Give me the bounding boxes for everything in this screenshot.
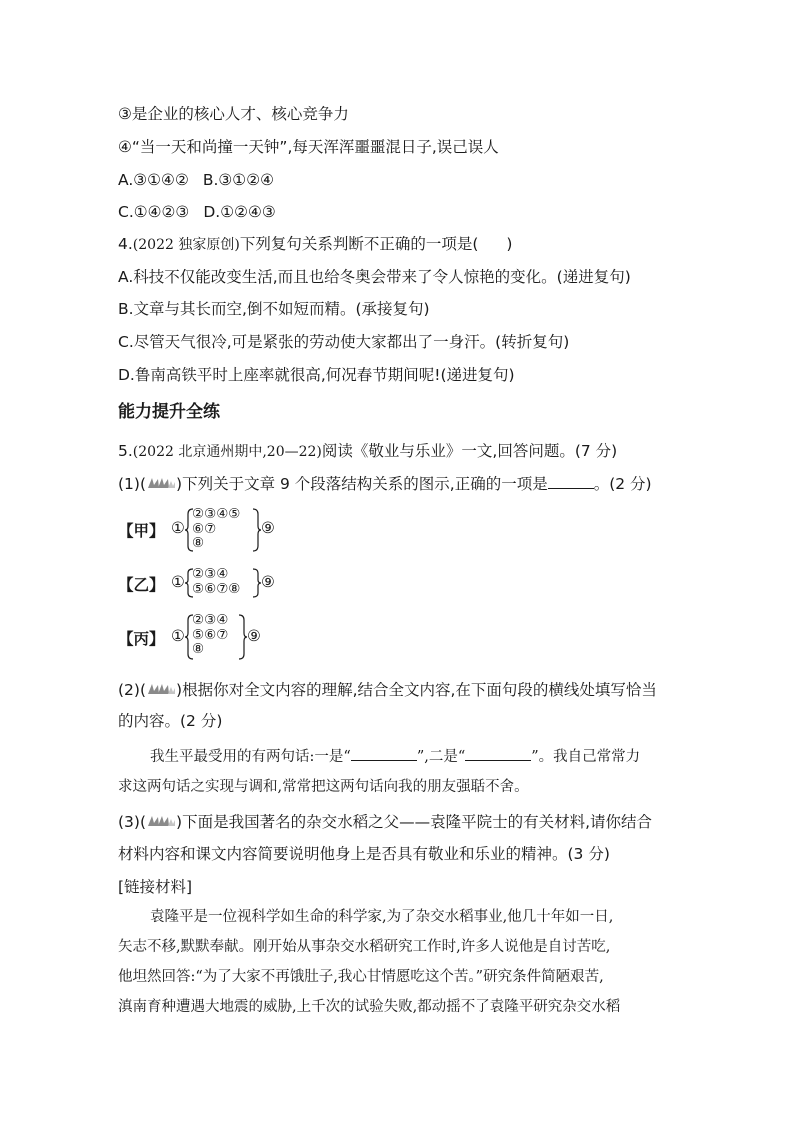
q4-number: 4.: [118, 235, 133, 253]
diagram-yi-row-1: ②③④: [192, 566, 229, 582]
material-line-2: 矢志不移,默默奉献。刚开始从事杂交水稻研究工作时,许多人说他是自讨苦吃,: [118, 939, 611, 955]
q5-sub2-number: (2)(: [118, 681, 147, 699]
diagram-yi-first: ①: [171, 573, 185, 591]
diagram-jia-row-1: ②③④⑤: [192, 506, 241, 522]
q3-choice-a: A.③①④②: [118, 171, 189, 189]
difficulty-stars-icon: [146, 682, 176, 696]
q5-sub1: [118, 474, 652, 494]
quote-part-a: 我生平最受用的有两句话:一是“: [150, 749, 351, 765]
quote-line-2: 求这两句话之实现与调和,常常把这两句话向我的朋友强聒不舍。: [118, 779, 529, 795]
q5-sub3-line2: 材料内容和课文内容简要说明他身上是否具有敬业和乐业的精神。(3 分): [118, 845, 610, 863]
q5-sub3: [118, 812, 652, 832]
q3-item-3: ③是企业的核心人才、核心竞争力: [118, 105, 349, 123]
quote-blank-1[interactable]: [351, 746, 417, 761]
diagram-jia-label: 【甲】: [118, 522, 165, 540]
diagram-bing-rows: [192, 613, 228, 657]
q5-sub1-text: )下列关于文章 9 个段落结构关系的图示,正确的一项是: [176, 475, 548, 493]
diagram-yi-rows: [192, 567, 240, 596]
quote-blank-2[interactable]: [465, 746, 531, 761]
q5-sub1-number: (1)(: [118, 475, 147, 493]
diagram-jia-last: ⑨: [261, 519, 275, 537]
quote-line-1: [150, 746, 640, 767]
diagram-yi-label: 【乙】: [118, 576, 165, 594]
q5-sub3-text: )下面是我国著名的杂交水稻之父——袁隆平院士的有关材料,请你结合: [176, 813, 652, 831]
diagram-jia-first: ①: [171, 519, 185, 537]
q5-sub2-text: )根据你对全文内容的理解,结合全文内容,在下面句段的横线处填写恰当: [176, 681, 657, 699]
q5-stem-text: 阅读《敬业与乐业》一文,回答问题。(7 分): [321, 442, 618, 460]
diagram-jia-rows: [192, 507, 240, 551]
q4-option-c: C.尽管天气很冷,可是紧张的劳动使大家都出了一身汗。(转折复句): [118, 333, 570, 351]
section-title: 能力提升全练: [118, 402, 220, 422]
material-line-1: 袁隆平是一位视科学如生命的科学家,为了杂交水稻事业,他几十年如一日,: [150, 909, 614, 925]
q4-option-b: B.文章与其长而空,倒不如短而精。(承接复句): [118, 300, 430, 318]
q5-sub1-answer-blank[interactable]: [548, 474, 594, 489]
diagram-bing-row-3: ⑧: [192, 641, 205, 657]
q4-stem: [118, 234, 512, 255]
q5-sub2-line2: 的内容。(2 分): [118, 712, 223, 730]
material-paragraph: [118, 902, 678, 1022]
diagram-bing-label: 【丙】: [118, 630, 165, 648]
q3-choice-c: C.①④②③: [118, 203, 190, 221]
material-line-4: 滇南育种遭遇大地震的威胁,上千次的试验失败,都动摇不了袁隆平研究杂交水稻: [118, 999, 621, 1015]
quote-part-b: ”,二是“: [416, 749, 466, 765]
diagram-yi-last: ⑨: [261, 573, 275, 591]
diagram-bing-row-2: ⑤⑥⑦: [192, 626, 229, 643]
diagram-jia-row-3: ⑧: [192, 535, 205, 551]
material-line-3: 他坦然回答:“为了大家不再饿肚子,我心甘情愿吃这个苦。”研究条件简陋艰苦,: [118, 969, 604, 985]
q5-sub3-number: (3)(: [118, 813, 147, 831]
q4-option-d: D.鲁南高铁平时上座率就很高,何况春节期间呢!(递进复句): [118, 366, 515, 384]
q4-paren-close: ): [506, 235, 513, 253]
diagram-bing-first: ①: [171, 627, 185, 645]
diagram-bing-row-1: ②③④: [192, 612, 229, 628]
q5-number: 5.: [118, 442, 133, 460]
diagram-yi-row-2: ⑤⑥⑦⑧: [192, 580, 241, 597]
q5-source: (2022 北京通州期中,20—22): [132, 444, 322, 460]
q4-option-a: A.科技不仅能改变生活,而且也给冬奥会带来了令人惊艳的变化。(递进复句): [118, 268, 631, 286]
q3-item-4: ④“当一天和尚撞一天钟”,每天浑浑噩噩混日子,误己误人: [118, 138, 499, 156]
q4-source: (2022 独家原创): [132, 237, 240, 253]
difficulty-stars-icon: [146, 814, 176, 828]
q5-sub2: [118, 680, 657, 700]
q3-choice-row-1: [118, 170, 274, 190]
q3-choice-row-2: [118, 202, 276, 222]
difficulty-stars-icon: [146, 476, 176, 490]
q3-choice-b: B.③①②④: [202, 171, 274, 189]
quote-part-c: ”。我自己常常力: [531, 749, 641, 765]
diagram-jia-row-2: ⑥⑦: [192, 520, 217, 537]
q4-stem-text: 下列复句关系判断不正确的一项是(: [239, 235, 479, 253]
q5-sub1-tail: 。(2 分): [593, 475, 652, 493]
link-material-label: [链接材料]: [118, 878, 193, 896]
diagram-bing-last: ⑨: [247, 627, 261, 645]
q3-choice-d: D.①②④③: [203, 203, 276, 221]
q5-stem: [118, 441, 617, 462]
